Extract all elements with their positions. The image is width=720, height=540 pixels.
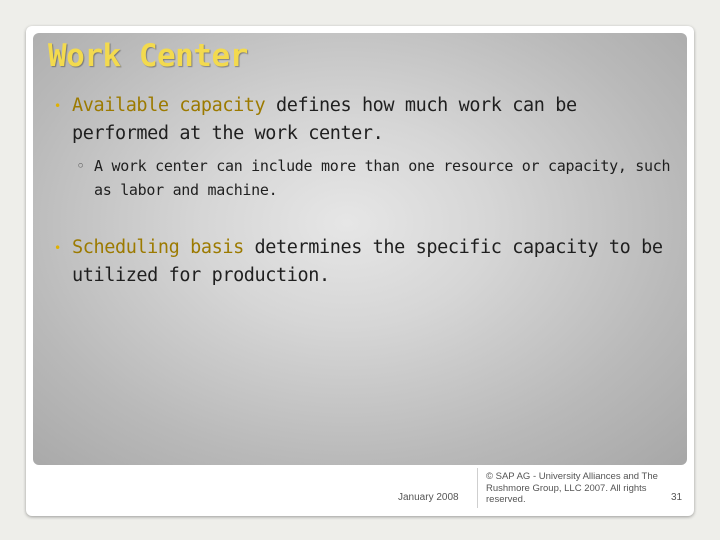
page-number: 31 [671, 492, 683, 503]
footer-divider [477, 468, 478, 508]
bullet-available-capacity [54, 92, 674, 148]
bullet-highlight: Available capacity [72, 95, 266, 116]
slide-body [54, 92, 674, 296]
dingbat-bullet-icon: • [54, 241, 61, 255]
sub-bullet-work-center [54, 154, 674, 202]
footer-date: January 2008 [398, 492, 459, 503]
dingbat-bullet-icon: • [54, 99, 61, 113]
bullet-highlight: Scheduling basis [72, 237, 244, 258]
bullet-text: defines how much work can be performed at the work center. [72, 95, 577, 144]
footer-copyright: © SAP AG - University Alliances and The Rushmore Group, LLC 2007. All rights reserved. [486, 471, 658, 505]
slide-title: Work Center [48, 38, 248, 74]
bullet-text: determines the specific capacity to be utilized for production. [72, 237, 663, 286]
bullet-scheduling-basis [54, 234, 674, 290]
sub-bullet-text: A work center can include more than one resource or capacity, such as labor and machine. [94, 157, 671, 199]
ring-bullet-icon: ◦ [76, 157, 85, 175]
